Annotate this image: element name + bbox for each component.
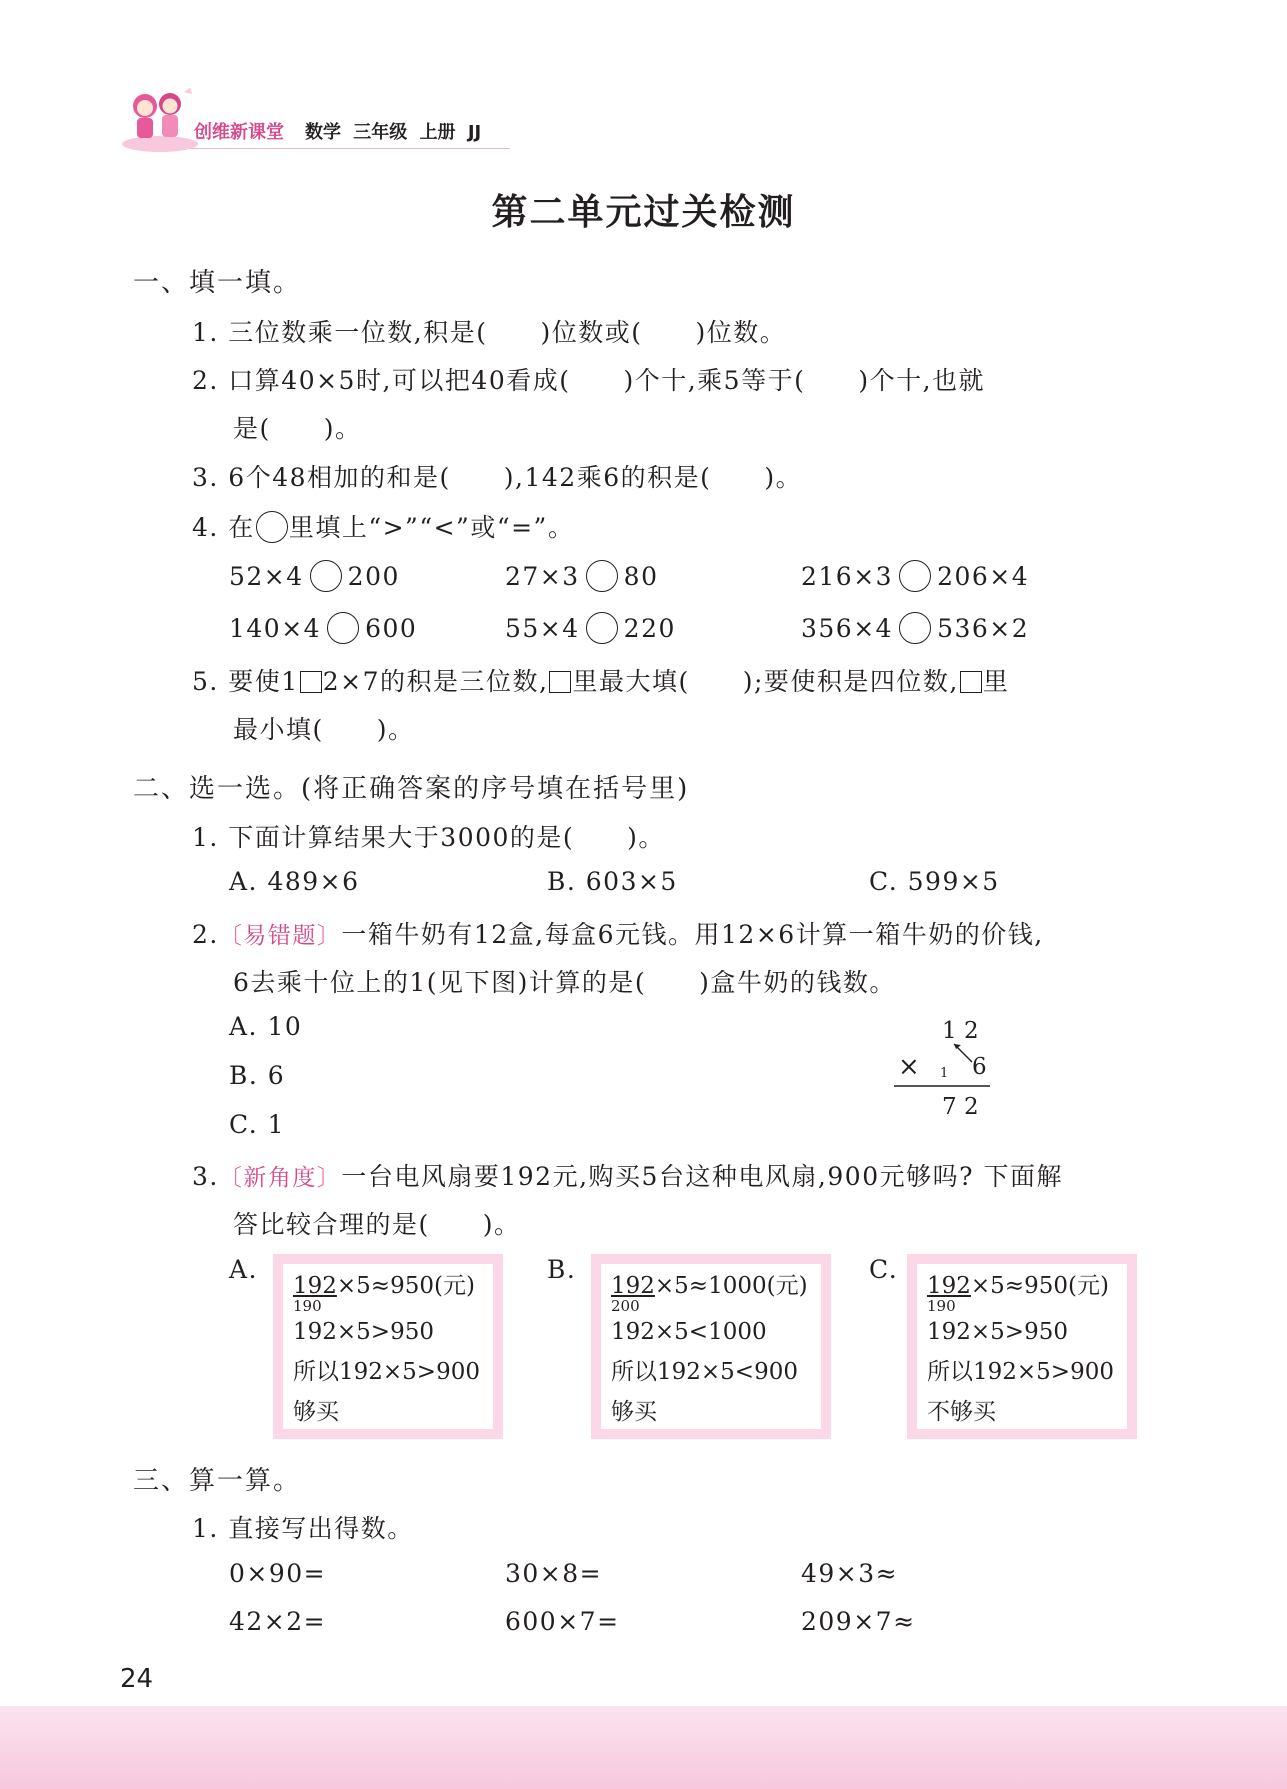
q5-b: 2×7的积是三位数,: [322, 667, 549, 696]
figure-multiplier: 6: [972, 1054, 987, 1080]
estimate-rest: ×5≈950(元): [970, 1273, 1109, 1299]
s1-question-5-line1: [192, 662, 1009, 698]
s2-question-2-line2: 6去乘十位上的1(见下图)计算的是( )盒牛奶的钱数。: [233, 968, 896, 997]
kids-logo-icon: [120, 84, 200, 154]
option-line: 192×5>950: [293, 1319, 434, 1345]
q3-option-b-label[interactable]: B.: [547, 1255, 577, 1284]
estimate-number: 192: [293, 1273, 337, 1299]
compare-right: 536×2: [937, 614, 1030, 643]
figure-times: ×: [898, 1052, 920, 1082]
q3-option-a-box[interactable]: [273, 1254, 503, 1439]
compare-right: 200: [347, 562, 400, 591]
new-angle-tag: 〔新角度〕: [218, 1165, 342, 1191]
section1-heading: 一、填一填。: [133, 268, 302, 298]
option-line: 所以192×5<900: [611, 1359, 798, 1385]
estimate-sub: 190: [293, 1297, 322, 1315]
estimate-rest: ×5≈950(元): [336, 1273, 475, 1299]
estimate-number: 192: [611, 1273, 655, 1299]
q4-prefix: 4. 在: [192, 513, 255, 542]
compare-circle[interactable]: [327, 612, 359, 644]
header-subject-text: 数学: [305, 122, 341, 143]
header-logo: [120, 84, 200, 154]
s2-question-1: 1. 下面计算结果大于3000的是( )。: [192, 823, 665, 852]
option-line: 192×5>950: [927, 1319, 1068, 1345]
option-line: 192×5<1000: [611, 1319, 767, 1345]
page-title: 第二单元过关检测: [491, 192, 796, 233]
s2-q1-option-b[interactable]: B. 603×5: [547, 867, 678, 896]
header-grade: 三年级: [353, 122, 408, 143]
s1-question-4: [192, 508, 574, 544]
compare-left: 27×3: [505, 562, 580, 591]
compare-left: 55×4: [505, 614, 580, 643]
s2-question-3-line2: 答比较合理的是( )。: [233, 1210, 521, 1239]
compare-right: 600: [365, 614, 418, 643]
error-prone-tag: 〔易错题〕: [218, 923, 342, 949]
q3-option-c-label[interactable]: C.: [869, 1255, 899, 1284]
compare-right: 80: [623, 562, 659, 591]
compare-circle[interactable]: [899, 560, 931, 592]
option-line: 够买: [611, 1399, 657, 1425]
calc-item: 30×8=: [505, 1559, 603, 1588]
s1-question-5-line2: 最小填( )。: [233, 715, 415, 744]
circle-icon: [256, 511, 288, 543]
s1-question-3: 3. 6个48相加的和是( ),142乘6的积是( )。: [192, 463, 803, 492]
option-line: 所以192×5>900: [927, 1359, 1114, 1385]
s2-q2-option-c[interactable]: C. 1: [229, 1110, 286, 1139]
square-icon: [300, 671, 322, 693]
square-icon: [549, 671, 571, 693]
calc-item: 600×7=: [505, 1607, 620, 1636]
header-subject: [305, 118, 481, 144]
compare-circle[interactable]: [586, 612, 618, 644]
q3-option-b-box[interactable]: [591, 1254, 831, 1439]
estimate-number: 192: [927, 1273, 971, 1299]
q3-number: 3.: [192, 1162, 219, 1191]
s2-q2-option-a[interactable]: A. 10: [229, 1012, 303, 1041]
s3-question-1: 1. 直接写出得数。: [192, 1514, 414, 1543]
section2-heading: 二、选一选。(将正确答案的序号填在括号里): [133, 774, 690, 804]
header-rule: [190, 148, 510, 149]
q3-option-c-box[interactable]: [907, 1254, 1137, 1439]
q3-text: 一台电风扇要192元,购买5台这种电风扇,900元够吗? 下面解: [341, 1162, 1063, 1191]
calc-item: 209×7≈: [801, 1607, 916, 1636]
estimate-sub: 200: [611, 1297, 640, 1315]
compare-circle[interactable]: [310, 560, 342, 592]
compare-circle[interactable]: [899, 612, 931, 644]
option-line: 够买: [293, 1399, 339, 1425]
figure-carry: 1: [940, 1066, 949, 1081]
q2-number: 2.: [192, 920, 219, 949]
option-line: 不够买: [927, 1399, 996, 1425]
section3-heading: 三、算一算。: [133, 1466, 302, 1496]
square-icon: [960, 671, 982, 693]
s1-question-1: 1. 三位数乘一位数,积是( )位数或( )位数。: [192, 318, 787, 347]
s2-q1-option-a[interactable]: A. 489×6: [229, 867, 360, 896]
compare-item: [801, 560, 1029, 592]
estimate-sub: 190: [927, 1297, 956, 1315]
s1-question-2-line2: 是( )。: [233, 414, 362, 443]
option-line: 所以192×5>900: [293, 1359, 480, 1385]
q4-suffix: 里填上“>”“<”或“=”。: [288, 513, 575, 542]
header-edition: JJ: [467, 122, 482, 143]
s2-question-2-line1: [192, 915, 1044, 951]
calc-item: 42×2=: [229, 1607, 327, 1636]
compare-item: [505, 612, 676, 644]
footer-band: [0, 1706, 1287, 1789]
q2-text: 一箱牛奶有12盒,每盒6元钱。用12×6计算一箱牛奶的价钱,: [341, 920, 1044, 949]
compare-item: [229, 560, 400, 592]
page-number: 24: [120, 1664, 154, 1694]
s1-question-2-line1: 2. 口算40×5时,可以把40看成( )个十,乘5等于( )个十,也就: [192, 366, 986, 395]
compare-left: 52×4: [229, 562, 304, 591]
compare-item: [505, 560, 658, 592]
s2-q2-option-b[interactable]: B. 6: [229, 1061, 286, 1090]
calc-item: 0×90=: [229, 1559, 327, 1588]
s2-q1-option-c[interactable]: C. 599×5: [869, 867, 1000, 896]
header-brand: 创维新课堂: [194, 122, 284, 143]
s2-question-3-line1: [192, 1157, 1063, 1193]
q3-option-a-label[interactable]: A.: [229, 1255, 259, 1284]
figure-top: 1 2: [942, 1018, 979, 1044]
compare-item: [229, 612, 417, 644]
compare-circle[interactable]: [586, 560, 618, 592]
q5-c: 里最大填( );要使积是四位数,: [572, 667, 959, 696]
compare-left: 356×4: [801, 614, 894, 643]
compare-left: 216×3: [801, 562, 894, 591]
estimate-rest: ×5≈1000(元): [654, 1273, 808, 1299]
compare-item: [801, 612, 1029, 644]
calc-item: 49×3≈: [801, 1559, 899, 1588]
q5-d: 里: [982, 667, 1010, 696]
compare-right: 206×4: [937, 562, 1030, 591]
header-volume: 上册: [419, 122, 456, 143]
multiplication-figure: [890, 1016, 1000, 1126]
compare-right: 220: [623, 614, 676, 643]
compare-left: 140×4: [229, 614, 322, 643]
figure-result: 7 2: [942, 1094, 979, 1120]
q5-a: 5. 要使1: [192, 667, 299, 696]
